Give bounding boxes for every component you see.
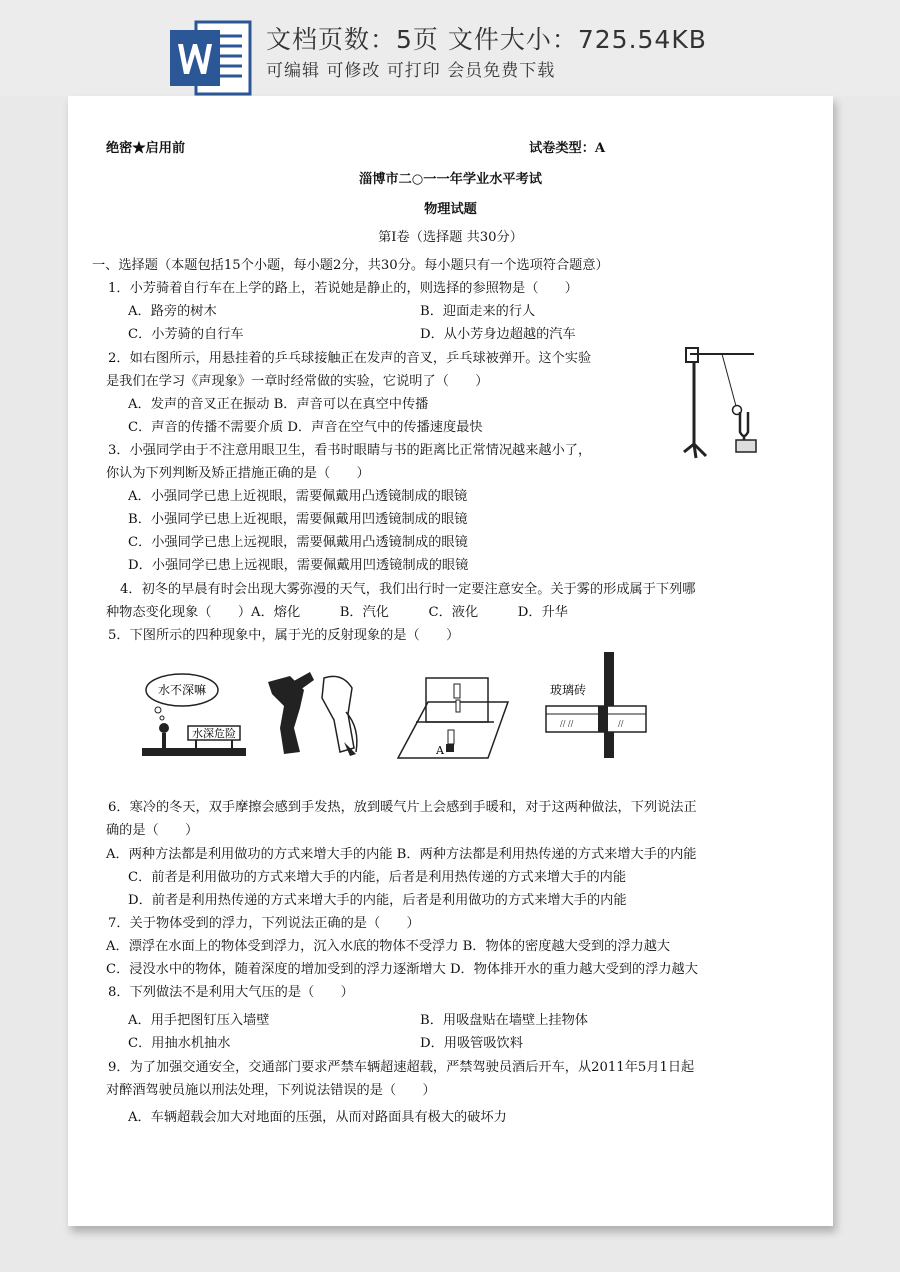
q2-stem-2: 是我们在学习《声现象》一章时经常做的实验，它说明了（ ） (106, 374, 489, 389)
q6-stem-2: 确的是（ ） (106, 823, 199, 838)
q3-option-d: D．小强同学已患上远视眼，需要佩戴用凹透镜制成的眼镜 (128, 558, 469, 573)
tuning-fork-apparatus-figure (682, 344, 762, 464)
confidential-label: 绝密★启用前 (106, 141, 186, 156)
word-doc-icon (170, 20, 252, 96)
q4-stem-1: 4．初冬的早晨有时会出现大雾弥漫的天气，我们出行时一定要注意安全。关于雾的形成属于下列哪 (120, 582, 696, 597)
volume-title: 第Ⅰ卷（选择题 共30分） (378, 230, 523, 245)
bubble-text: 水不深嘛 (157, 683, 207, 697)
q8-option-b: B．用吸盘贴在墙壁上挂物体 (420, 1013, 588, 1028)
q3-option-a: A．小强同学已患上近视眼，需要佩戴用凸透镜制成的眼镜 (128, 489, 468, 504)
q1-option-a: A．路旁的树木 (128, 304, 217, 319)
svg-text://: // (618, 719, 624, 728)
figure-water-depth-illusion (140, 668, 250, 758)
q6-stem-1: 6．寒冷的冬天，双手摩擦会感到手发热，放到暖气片上会感到手暖和，对于这两种做法，下列说法正 (108, 800, 697, 815)
q6-option-d: D．前者是利用热传递的方式来增大手的内能，后者是利用做功的方式来增大手的内能 (128, 893, 627, 908)
paper-type-label: 试卷类型：A (529, 141, 606, 156)
q1-option-d: D．从小芳身边超越的汽车 (420, 327, 576, 342)
figure-hand-shadow (264, 668, 364, 758)
q1-option-c: C．小芳骑的自行车 (128, 327, 244, 342)
q7-stem: 7．关于物体受到的浮力，下列说法正确的是（ ） (108, 916, 420, 931)
q7-options-cd: C．浸没水中的物体，随着深度的增加受到的浮力逐渐增大 D．物体排开水的重力越大受到的浮力越大 (106, 962, 698, 977)
banner-subtitle: 可编辑 可修改 可打印 会员免费下载 (266, 61, 556, 81)
q8-option-d: D．用吸管吸饮料 (420, 1036, 523, 1051)
q9-option-a: A．车辆超载会加大对地面的压强，从而对路面具有极大的破坏力 (128, 1110, 507, 1125)
q8-option-c: C．用抽水机抽水 (128, 1036, 231, 1051)
q2-options-ab: A．发声的音叉正在振动 B．声音可以在真空中传播 (128, 397, 429, 412)
q6-option-c: C．前者是利用做功的方式来增大手的内能，后者是利用热传递的方式来增大手的内能 (128, 870, 627, 885)
q5-stem: 5．下图所示的四种现象中，属于光的反射现象的是（ ） (108, 628, 460, 643)
q2-stem-1: 2．如右图所示，用悬挂着的乒乓球接触正在发声的音叉，乒乓球被弹开。这个实验 (108, 351, 592, 366)
figure-glass-brick-refraction (538, 652, 648, 762)
svg-text:// //: // // (560, 719, 574, 728)
q2-options-cd: C．声音的传播不需要介质 D．声音在空气中的传播速度最快 (128, 420, 483, 435)
exam-page (68, 96, 833, 1226)
q7-options-ab: A．漂浮在水面上的物体受到浮力，沉入水底的物体不受浮力 B．物体的密度越大受到的浮力越大 (106, 939, 671, 954)
banner-title: 文档页数：5页 文件大小：725.54KB (266, 25, 707, 54)
q8-option-a: A．用手把图钉压入墙壁 (128, 1013, 270, 1028)
subject-title: 物理试题 (424, 202, 477, 217)
glass-brick-label: 玻璃砖 (550, 683, 587, 697)
q8-stem: 8．下列做法不是利用大气压的是（ ） (108, 985, 354, 1000)
download-banner (0, 0, 900, 96)
q9-stem-1: 9．为了加强交通安全，交通部门要求严禁车辆超速超载，严禁驾驶员酒后开车，从2011年5月1日起 (108, 1060, 695, 1075)
point-a-label: A (436, 744, 444, 757)
exam-title: 淄博市二○一一年学业水平考试 (359, 172, 542, 187)
q3-stem-1: 3．小强同学由于不注意用眼卫生，看书时眼睛与书的距离比正常情况越来越小了， (108, 443, 592, 458)
section-heading: 一、选择题（本题包括15个小题，每小题2分，共30分。每小题只有一个选项符合题意） (92, 258, 609, 273)
q4-stem-2: 种物态变化现象（ ）A．熔化 B．汽化 C．液化 D．升华 (106, 605, 568, 620)
q1-stem: 1．小芳骑着自行车在上学的路上，若说她是静止的，则选择的参照物是（ ） (108, 281, 578, 296)
q9-stem-2: 对醉酒驾驶员施以刑法处理，下列说法错误的是（ ） (106, 1083, 436, 1098)
q3-stem-2: 你认为下列判断及矫正措施正确的是（ ） (106, 466, 370, 481)
q3-option-c: C．小强同学已患上远视眼，需要佩戴用凸透镜制成的眼镜 (128, 535, 468, 550)
q1-option-b: B．迎面走来的行人 (420, 304, 536, 319)
q3-option-b: B．小强同学已患上近视眼，需要佩戴用凹透镜制成的眼镜 (128, 512, 468, 527)
sign-text: 水深危险 (192, 727, 236, 740)
figure-plane-mirror-experiment (394, 672, 514, 764)
q6-options-ab: A．两种方法都是利用做功的方式来增大手的内能 B．两种方法都是利用热传递的方式来增大手的内能 (106, 847, 697, 862)
